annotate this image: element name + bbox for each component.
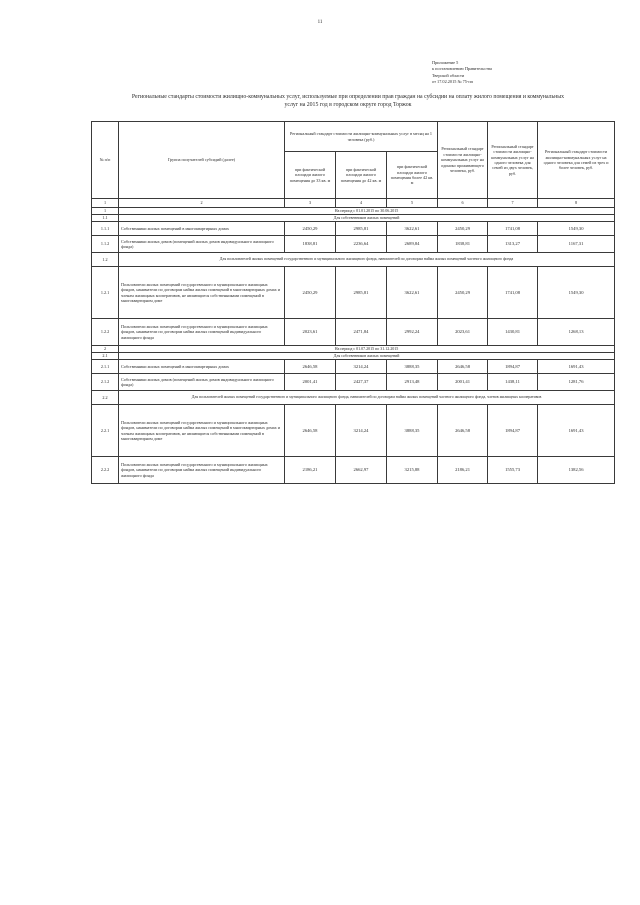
header-group: Группа получателей субсидий (далее) (119, 122, 285, 199)
value-cell: 2471,84 (336, 319, 387, 346)
row-number: 1.1 (92, 215, 119, 222)
group-name: Пользователи жилых помещений государственного и муниципального жилищных фондов, наниматели по договорам найма жилых помещений индивидуального жилищного фонда (119, 457, 285, 484)
value-cell: 1430,81 (488, 319, 538, 346)
row-number: 1.2 (92, 253, 119, 267)
value-cell: 2001,41 (285, 374, 336, 391)
column-index: 1 (92, 199, 119, 208)
appendix-line: от 17.02.2015 № 75-пп (432, 79, 473, 85)
value-cell: 1555,73 (488, 457, 538, 484)
title-line-2: услуг на 2015 год в городском округе город Торжок (284, 102, 412, 109)
value-cell: 2985,81 (336, 222, 387, 236)
value-cell: 2450,29 (438, 267, 488, 319)
period-row (92, 346, 615, 353)
value-cell: 1838,81 (438, 236, 488, 253)
header-area-33: при фактической площади жилого помещения до 33 кв. м (285, 152, 336, 199)
value-cell: 1894,87 (488, 360, 538, 374)
value-cell: 2186,21 (285, 457, 336, 484)
header-num: № п/п (92, 122, 119, 199)
header-standard: Региональный стандарт стоимости жилищно-коммунальных услуг в месяц на 1 человека (руб.) (285, 122, 438, 152)
period-row (92, 208, 615, 215)
section-row (92, 215, 615, 222)
value-cell: 2913,48 (387, 374, 438, 391)
value-cell: 2646,58 (438, 360, 488, 374)
value-cell: 2427,37 (336, 374, 387, 391)
value-cell: 1741,08 (488, 222, 538, 236)
value-cell: 3888,35 (387, 405, 438, 457)
value-cell: 2992,24 (387, 319, 438, 346)
table-row (92, 222, 615, 236)
value-cell: 3214,24 (336, 360, 387, 374)
value-cell: 2646,58 (285, 360, 336, 374)
value-cell: 2023,61 (285, 319, 336, 346)
value-cell: 1281,76 (538, 374, 615, 391)
value-cell: 3622,61 (387, 222, 438, 236)
value-cell: 1438,11 (488, 374, 538, 391)
value-cell: 3888,35 (387, 360, 438, 374)
section-row (92, 253, 615, 267)
table-row (92, 267, 615, 319)
appendix-line: Тверской области (432, 72, 465, 78)
appendix-line: к постановлению Правительства (432, 66, 492, 72)
row-number: 2 (92, 346, 119, 353)
section-row (92, 353, 615, 360)
value-cell: 1741,08 (488, 267, 538, 319)
row-number: 2.2.1 (92, 405, 119, 457)
group-name: Пользователи жилых помещений государственного и муниципального жилищных фондов, наниматели по договорам найма жилых помещений индивидуального жилищного фонда (119, 319, 285, 346)
value-cell: 2186,21 (438, 457, 488, 484)
column-index: 3 (285, 199, 336, 208)
row-number: 2.1 (92, 353, 119, 360)
group-name: Собственники жилых помещений в многоквартирных домах (119, 360, 285, 374)
document-title (92, 93, 604, 110)
value-cell: 2001,41 (438, 374, 488, 391)
group-name: Собственники жилых домов (помещений жилых домов индивидуального жилищного фонда) (119, 374, 285, 391)
header-three-plus: Региональный стандарт стоимости жилищно-коммунальных услуг на одного человека для семей из трех и более человек, руб. (538, 122, 615, 199)
header-area-over-42: при фактической площади жилого помещения более 42 кв. м (387, 152, 438, 199)
period-label: На период с 01.07.2015 по 31.12.2015 (119, 346, 615, 353)
value-cell: 1549,30 (538, 222, 615, 236)
value-cell: 3214,24 (336, 405, 387, 457)
column-index: 5 (387, 199, 438, 208)
value-cell: 2450,29 (285, 267, 336, 319)
value-cell: 1549,30 (538, 267, 615, 319)
value-cell: 2646,58 (438, 405, 488, 457)
value-cell: 2450,29 (285, 222, 336, 236)
appendix-block (432, 60, 622, 86)
row-number: 2.2 (92, 391, 119, 405)
row-number: 1 (92, 208, 119, 215)
row-number: 2.1.2 (92, 374, 119, 391)
value-cell: 1894,87 (488, 405, 538, 457)
column-index-row (92, 199, 615, 208)
value-cell: 1838,81 (285, 236, 336, 253)
standards-table (91, 121, 615, 484)
value-cell: 1167,31 (538, 236, 615, 253)
row-number: 2.2.2 (92, 457, 119, 484)
header-area-42: при фактической площади жилого помещения до 42 кв. м (336, 152, 387, 199)
group-name: Пользователи жилых помещений государственного и муниципального жилищных фондов, наниматели по договорам найма жилых помещений в многоквартирных домах и членам жилищных кооперативов, не являющиеся собственниками помещений в многоквартирном доме (119, 267, 285, 319)
section-row (92, 391, 615, 405)
value-cell: 1382,56 (538, 457, 615, 484)
value-cell: 2646,58 (285, 405, 336, 457)
column-index: 7 (488, 199, 538, 208)
value-cell: 2662,97 (336, 457, 387, 484)
table-row (92, 360, 615, 374)
row-number: 1.2.1 (92, 267, 119, 319)
value-cell: 2985,81 (336, 267, 387, 319)
row-number: 1.1.2 (92, 236, 119, 253)
page-number: 11 (317, 20, 323, 25)
group-name: Пользователи жилых помещений государственного и муниципального жилищных фондов, наниматели по договорам найма жилых помещений в многоквартирных домах и членам жилищных кооперативов, не являющиеся собственниками помещений в многоквартирном доме (119, 405, 285, 457)
value-cell: 1313,27 (488, 236, 538, 253)
section-label: Для собственников жилых помещений (119, 353, 615, 360)
value-cell: 3215,88 (387, 457, 438, 484)
title-line-1: Региональные стандарты стоимости жилищно-коммунальных услуг, используемые при определении прав граждан на субсидии на оплату жилого помещения и коммунальных (131, 94, 565, 100)
value-cell: 2689,84 (387, 236, 438, 253)
column-index: 6 (438, 199, 488, 208)
row-number: 1.1.1 (92, 222, 119, 236)
value-cell: 2450,29 (438, 222, 488, 236)
section-label: Для пользователей жилых помещений государственного и муниципального жилищного фонда, нанимателей по договорам найма жилых помещений частного жилищного фонда, членов жилищных кооперативов (119, 391, 615, 405)
column-index: 4 (336, 199, 387, 208)
value-cell: 1691,43 (538, 405, 615, 457)
value-cell: 2023,61 (438, 319, 488, 346)
appendix-line: Приложение 5 (432, 60, 459, 65)
row-number: 2.1.1 (92, 360, 119, 374)
period-label: На период с 01.01.2015 по 30.06.2015 (119, 208, 615, 215)
table-row (92, 319, 615, 346)
group-name: Собственники жилых помещений в многоквартирных домах (119, 222, 285, 236)
table-row (92, 374, 615, 391)
group-name: Собственники жилых домов (помещений жилых домов индивидуального жилищного фонда) (119, 236, 285, 253)
value-cell: 2236,64 (336, 236, 387, 253)
section-label: Для пользователей жилых помещений государственного и муниципального жилищного фонда, нанимателей по договорам найма жилых помещений частного жилищного фонда (119, 253, 615, 267)
column-index: 2 (119, 199, 285, 208)
section-label: Для собственников жилых помещений (119, 215, 615, 222)
table-row (92, 405, 615, 457)
row-number: 1.2.2 (92, 319, 119, 346)
value-cell: 1268,13 (538, 319, 615, 346)
header-single-person: Региональный стандарт стоимости жилищно-коммунальных услуг на одиноко проживающего человека, руб. (438, 122, 488, 199)
value-cell: 1691,43 (538, 360, 615, 374)
column-index: 8 (538, 199, 615, 208)
table-row (92, 236, 615, 253)
header-two-person: Региональный стандарт стоимости жилищно-коммунальных услуг на одного человека для семей из двух человек, руб. (488, 122, 538, 199)
table-row (92, 457, 615, 484)
value-cell: 3622,61 (387, 267, 438, 319)
